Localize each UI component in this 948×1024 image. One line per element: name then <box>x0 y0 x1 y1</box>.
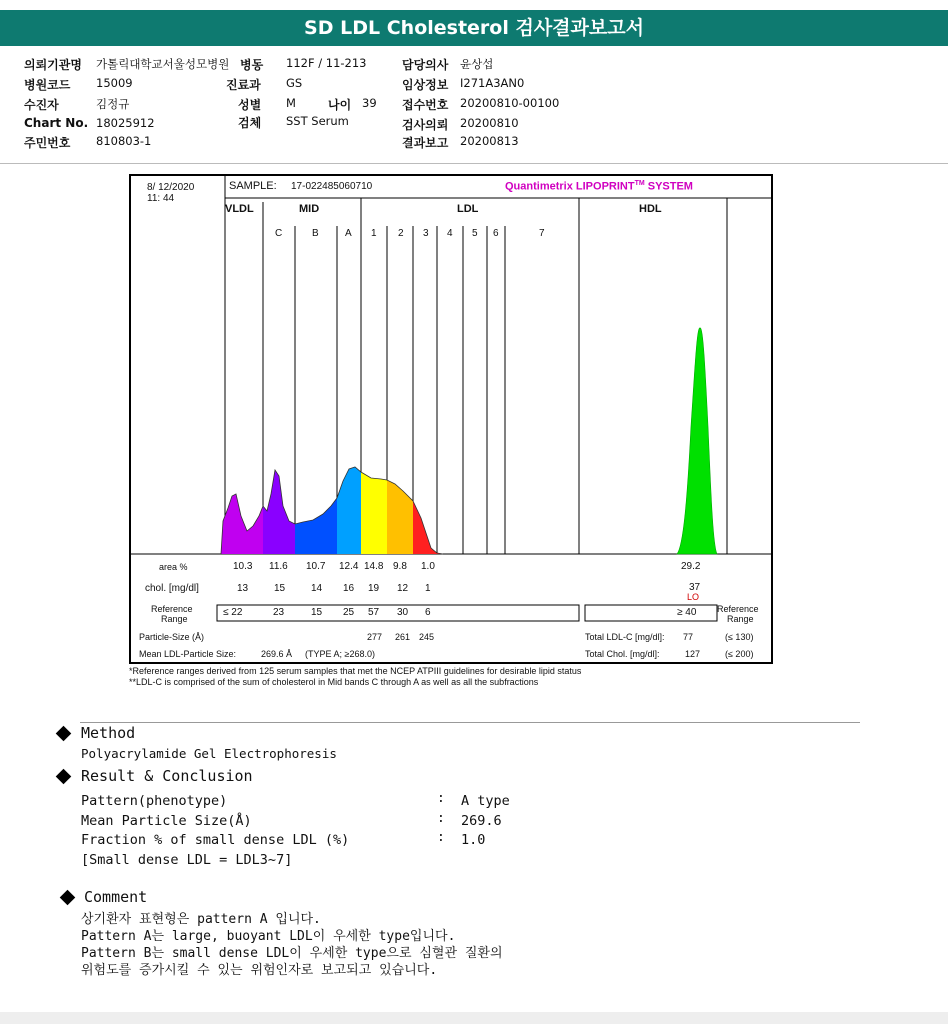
band-peak <box>361 472 387 554</box>
area-value: 10.3 <box>233 561 253 572</box>
area-label: area % <box>159 562 188 572</box>
ward-label: 병동 <box>240 58 264 72</box>
clinical-value: I271A3AN0 <box>460 76 525 90</box>
hospital-value: 가톨릭대학교서울성모병원 <box>96 57 230 71</box>
band-label: 1 <box>371 228 377 239</box>
mean-value: 269.6 Å <box>261 649 293 659</box>
chol-value: 14 <box>311 583 323 594</box>
dept-label: 진료과 <box>226 78 261 92</box>
area-value: 10.7 <box>306 561 326 572</box>
code-value: 15009 <box>96 76 133 90</box>
total-ldl-label: Total LDL-C [mg/dl]: <box>585 632 665 642</box>
divider <box>80 722 860 723</box>
sex-value: M <box>286 96 296 110</box>
hdl-peak <box>677 328 717 554</box>
dept-value: GS <box>286 76 303 90</box>
ref-value: 15 <box>311 607 323 618</box>
area-value: 1.0 <box>421 561 435 572</box>
ref-value: 23 <box>273 607 285 618</box>
result-value: 269.6 <box>461 813 502 829</box>
area-value: 12.4 <box>339 561 359 572</box>
chol-value: 12 <box>397 583 409 594</box>
band-peak <box>337 467 361 554</box>
result-value: A type <box>461 793 510 809</box>
ref-right-label-2: Range <box>727 614 754 624</box>
total-chol-value: 127 <box>685 649 701 659</box>
result-heading: Result & Conclusion <box>81 767 253 785</box>
ref-label-2: Range <box>161 614 188 624</box>
sample-id: 17-022485060710 <box>291 181 373 192</box>
chol-value: 13 <box>237 583 249 594</box>
lipoprint-chart <box>131 176 771 662</box>
band-peak <box>413 501 443 554</box>
psize-label: Particle-Size (Å) <box>139 632 205 642</box>
method-heading: Method <box>81 724 136 742</box>
run-date: 8/ 12/2020 <box>147 182 195 193</box>
col-ldl: LDL <box>457 203 479 215</box>
comment-line: 위험도를 증가시킬 수 있는 위험인자로 보고되고 있습니다. <box>81 963 438 978</box>
ref-right-label: Reference <box>717 604 759 614</box>
hospital-label: 의뢰기관명 <box>24 58 82 72</box>
band-peak <box>263 470 295 554</box>
psize-value: 277 <box>367 632 383 642</box>
result-label: Mean Particle Size(Å) <box>81 813 252 829</box>
ref-value: 6 <box>425 607 431 618</box>
id-label: 주민번호 <box>24 136 71 150</box>
receipt-value: 20200810-00100 <box>460 96 560 110</box>
request-label: 검사의뢰 <box>402 118 449 132</box>
band-label: 7 <box>539 228 545 239</box>
band-label: 6 <box>493 228 499 239</box>
total-ldl-ref: (≤ 130) <box>725 632 754 642</box>
chol-label: chol. [mg/dl] <box>145 583 199 594</box>
ward-value: 112F / 11-213 <box>286 56 367 70</box>
band-label: C <box>275 228 283 239</box>
band-label: 4 <box>447 228 453 239</box>
footnote-2: **LDL-C is comprised of the sum of cholesterol in Mid bands C through A as well as all the subfractions <box>129 677 539 687</box>
sex-label: 성별 <box>238 98 262 112</box>
psize-value: 245 <box>419 632 435 642</box>
result-sep: : <box>437 791 445 806</box>
chart-label: Chart No. <box>24 116 89 130</box>
area-value: 11.6 <box>269 561 288 572</box>
result-label: Fraction % of small dense LDL (%) <box>81 832 350 848</box>
request-value: 20200810 <box>460 116 519 130</box>
diamond-bullet-icon <box>60 890 76 906</box>
page-footer-bar <box>0 1012 948 1024</box>
report-date-label: 결과보고 <box>402 136 449 150</box>
result-value: 1.0 <box>461 832 486 848</box>
comment-line: Pattern B는 small dense LDL이 우세한 type으로 심혈관 질환의 <box>81 946 503 961</box>
result-sep: : <box>437 830 445 845</box>
diamond-bullet-icon <box>56 769 72 785</box>
band-label: 2 <box>398 228 404 239</box>
chol-value: 1 <box>425 583 431 594</box>
area-value: 9.8 <box>393 561 407 572</box>
band-label: A <box>345 228 352 239</box>
band-peak <box>387 480 413 554</box>
chart-value: 18025912 <box>96 116 155 130</box>
comment-line: Pattern A는 large, buoyant LDL이 우세한 type입니다. <box>81 929 456 944</box>
clinical-label: 임상정보 <box>402 78 449 92</box>
result-label: Pattern(phenotype) <box>81 793 228 809</box>
id-value: 810803-1 <box>96 134 152 148</box>
total-chol-label: Total Chol. [mg/dl]: <box>585 649 660 659</box>
ref-label: Reference <box>151 604 193 614</box>
col-hdl: HDL <box>639 203 662 215</box>
band-label: 5 <box>472 228 478 239</box>
comment-line: 상기환자 표현형은 pattern A 입니다. <box>81 912 321 927</box>
age-label: 나이 <box>328 98 352 112</box>
specimen-value: SST Serum <box>286 114 349 128</box>
comment-heading: Comment <box>84 888 148 906</box>
ref-value: 57 <box>368 607 380 618</box>
report-title: SD LDL Cholesterol 검사결과보고서 <box>0 10 948 46</box>
report-date-value: 20200813 <box>460 134 519 148</box>
chol-value: 16 <box>343 583 355 594</box>
mean-type: (TYPE A; ≥268.0) <box>305 649 375 659</box>
run-time: 11: 44 <box>147 193 175 204</box>
footnote-1: *Reference ranges derived from 125 serum samples that met the NCEP ATPIII guidelines for desirable lipid status <box>129 666 582 676</box>
band-peak <box>221 494 263 554</box>
age-value: 39 <box>362 96 377 110</box>
ref-hdl: ≥ 40 <box>677 607 697 618</box>
col-vldl: VLDL <box>225 203 254 215</box>
ref-value: 30 <box>397 607 409 618</box>
ref-value: 25 <box>343 607 355 618</box>
ref-value: ≤ 22 <box>223 607 243 618</box>
total-chol-ref: (≤ 200) <box>725 649 754 659</box>
result-sep: : <box>437 811 445 826</box>
doctor-value: 윤상섭 <box>460 57 494 71</box>
band-label: 3 <box>423 228 429 239</box>
chol-hdl-flag: LO <box>687 592 700 602</box>
receipt-label: 접수번호 <box>402 98 449 112</box>
specimen-label: 검체 <box>238 116 262 130</box>
chol-value: 15 <box>274 583 286 594</box>
area-hdl: 29.2 <box>681 561 701 572</box>
chol-hdl: 37 <box>689 582 701 593</box>
total-ldl-value: 77 <box>683 632 694 642</box>
mean-label: Mean LDL-Particle Size: <box>139 649 237 659</box>
patient-label: 수진자 <box>24 98 59 112</box>
patient-value: 김정규 <box>96 97 130 111</box>
area-value: 14.8 <box>364 561 384 572</box>
sample-label: SAMPLE: <box>229 180 277 192</box>
method-text: Polyacrylamide Gel Electrophoresis <box>81 746 337 761</box>
doctor-label: 담당의사 <box>402 58 449 72</box>
band-label: B <box>312 228 319 239</box>
psize-value: 261 <box>395 632 411 642</box>
brand-logo: Quantimetrix LIPOPRINT™ SYSTEM <box>505 180 693 193</box>
result-note: [Small dense LDL = LDL3~7] <box>81 852 293 868</box>
patient-info-panel <box>0 48 948 164</box>
code-label: 병원코드 <box>24 78 71 92</box>
diamond-bullet-icon <box>56 726 72 742</box>
lipoprint-report <box>129 174 773 664</box>
col-mid: MID <box>299 203 320 215</box>
chol-value: 19 <box>368 583 380 594</box>
